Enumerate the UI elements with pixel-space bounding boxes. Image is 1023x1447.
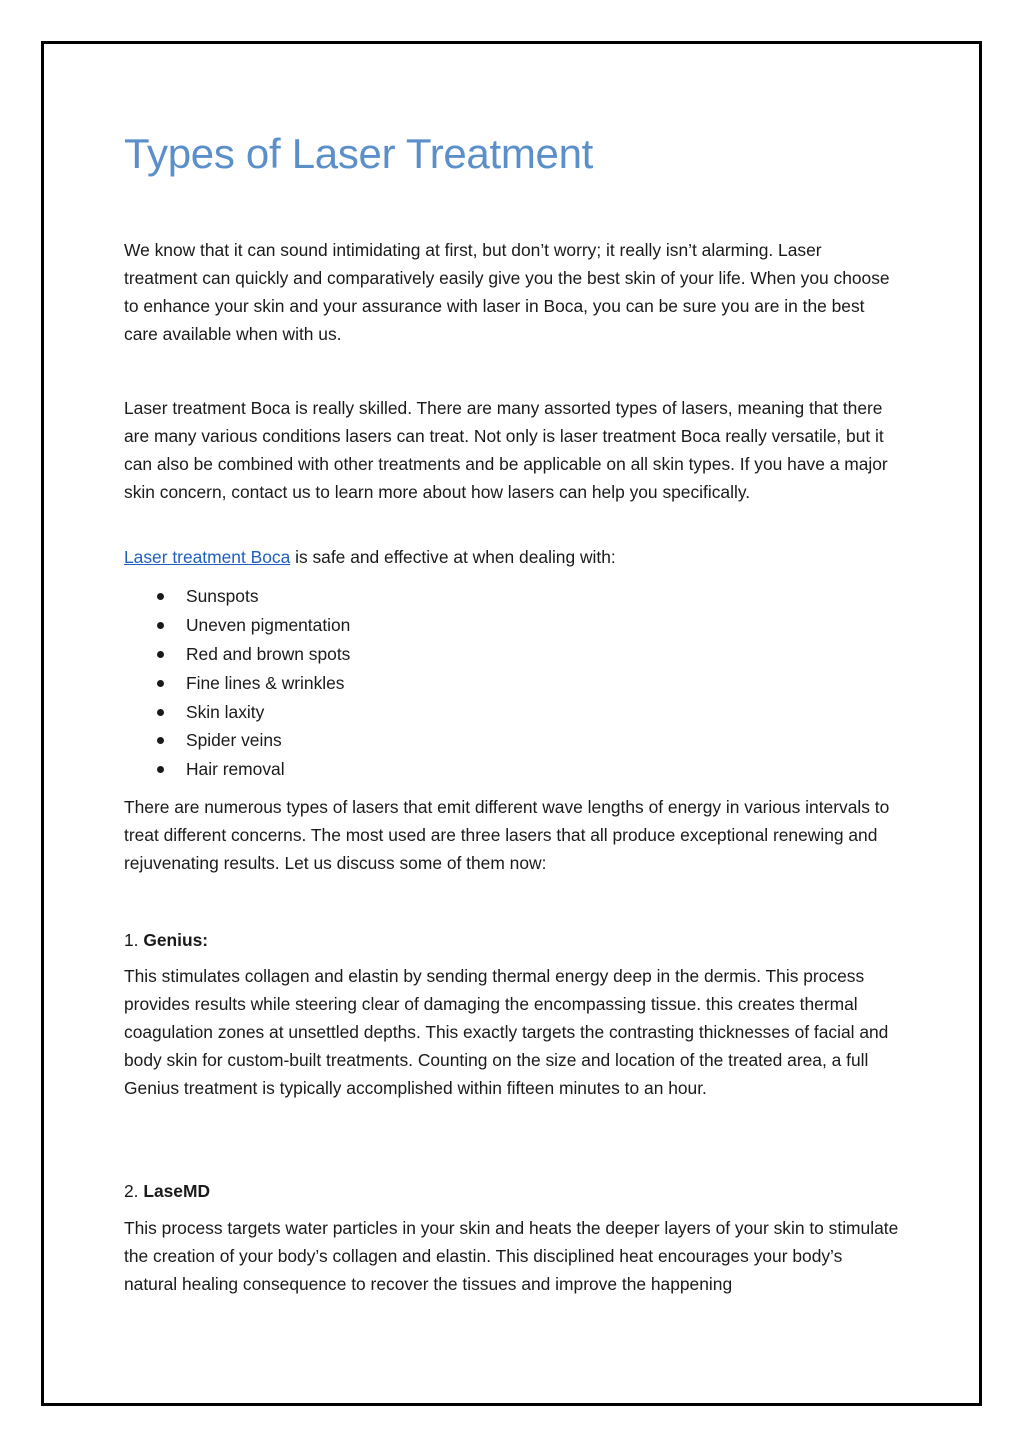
bullet-icon xyxy=(157,709,164,716)
bullet-icon xyxy=(157,651,164,658)
list-item-label: Sunspots xyxy=(186,586,259,606)
conditions-intro-paragraph xyxy=(124,543,899,571)
bullet-icon xyxy=(157,737,164,744)
list-item xyxy=(124,698,350,727)
conditions-intro-text: is safe and effective at when dealing with: xyxy=(290,547,616,567)
list-item-label: Spider veins xyxy=(186,730,282,751)
bullet-icon xyxy=(157,766,164,773)
list-item xyxy=(124,611,350,640)
list-item xyxy=(124,726,350,755)
overview-paragraph: Laser treatment Boca is really skilled. There are many assorted types of lasers, meaning that there are many various conditions lasers can treat. Not only is laser treatment Boca really versatile, but it can also be combined with other treatments and be applicable on all skin types. If you have a major skin concern, contact us to learn more about how lasers can help you specifically. xyxy=(124,398,888,502)
intro-paragraph: We know that it can sound intimidating at first, but don’t worry; it really isn’t alarming. Laser treatment can quickly and comparatively easily give you the best skin of your life. When you choose to enhance your skin and your assurance with laser in Boca, you can be sure you are in the best care available when with us. xyxy=(124,240,890,344)
list-item-label: Uneven pigmentation xyxy=(186,614,351,635)
list-item-label: Skin laxity xyxy=(186,701,265,722)
list-item xyxy=(124,669,350,698)
conditions-list xyxy=(124,582,350,784)
bullet-icon xyxy=(157,622,164,629)
list-item-label: Red and brown spots xyxy=(186,643,351,664)
list-item-label: Fine lines & wrinkles xyxy=(186,672,345,693)
section-1-paragraph: This stimulates collagen and elastin by sending thermal energy deep in the dermis. This process provides results while steering clear of damaging the encompassing tissue. this creates thermal coagulation zones at unsettled depths. This exactly targets the contrasting thicknesses of facial and body skin for custom-built treatments. Counting on the size and location of the treated area, a full Genius treatment is typically accomplished within fifteen minutes to an hour. xyxy=(124,966,889,1098)
section-1-title: Genius: xyxy=(143,930,209,950)
section-2-heading xyxy=(124,1177,899,1205)
laser-treatment-boca-link[interactable]: Laser treatment Boca xyxy=(124,547,291,567)
list-item-label: Hair removal xyxy=(186,759,285,780)
bullet-icon xyxy=(157,680,164,687)
section-2-title: LaseMD xyxy=(143,1181,211,1201)
list-item xyxy=(124,755,350,784)
section-2-number: 2. xyxy=(124,1181,144,1201)
section-2-paragraph: This process targets water particles in your skin and heats the deeper layers of your skin to stimulate the creation of your body’s collagen and elastin. This disciplined heat encourages your body’s natural healing consequence to recover the tissues and improve the happening xyxy=(124,1218,899,1294)
section-1-number: 1. xyxy=(124,930,144,950)
section-1-heading xyxy=(124,926,899,954)
document-title: Types of Laser Treatment xyxy=(124,130,594,177)
bullet-icon xyxy=(157,593,164,600)
list-item xyxy=(124,582,350,611)
laser-types-paragraph: There are numerous types of lasers that emit different wave lengths of energy in various intervals to treat different concerns. The most used are three lasers that all produce exceptional renewing and rejuvenating results. Let us discuss some of them now: xyxy=(124,797,890,873)
list-item xyxy=(124,640,350,669)
